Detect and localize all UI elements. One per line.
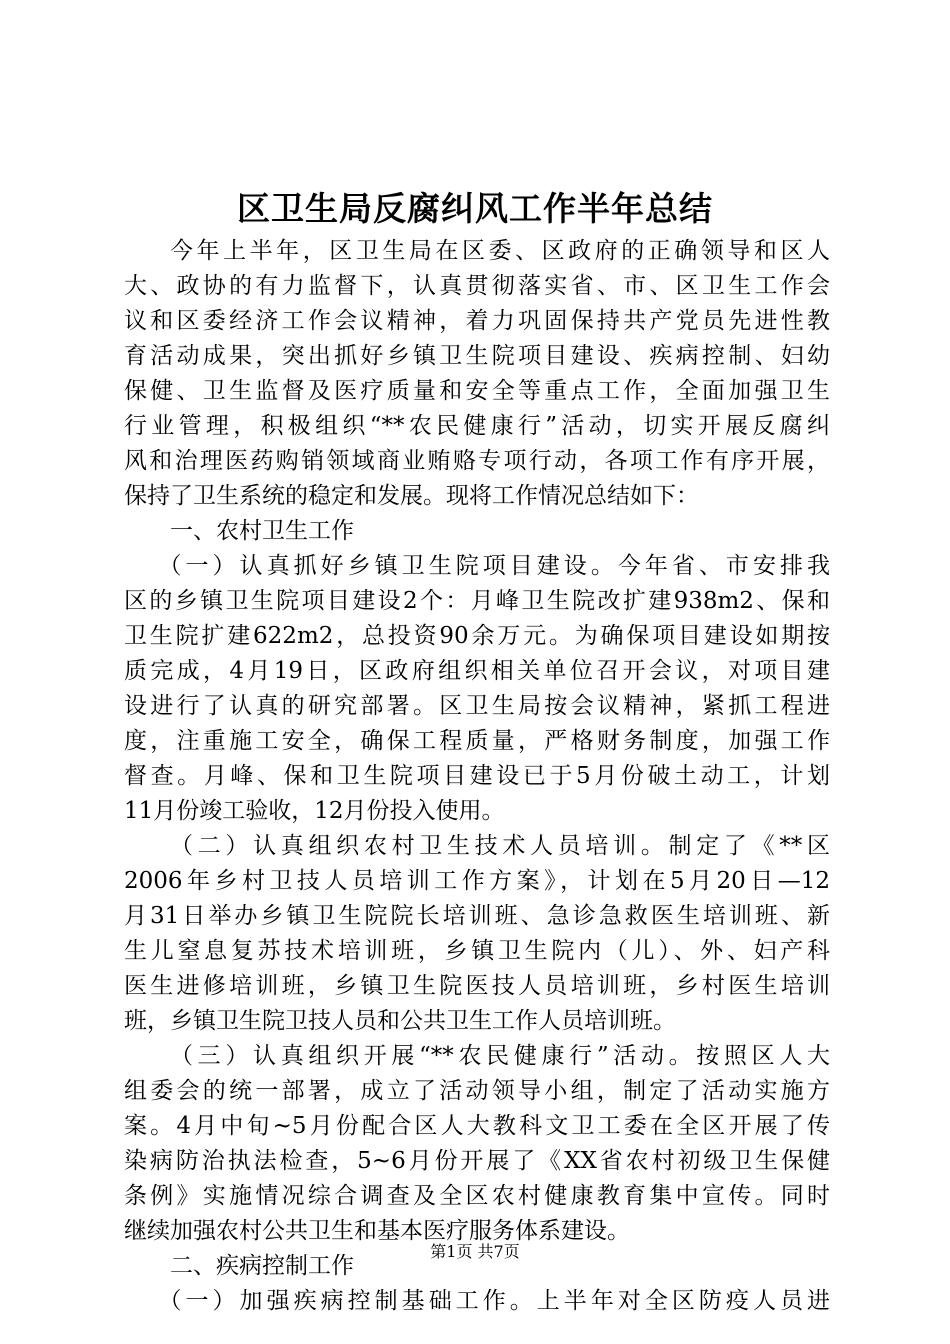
text-line: 2006年乡村卫技人员培训工作方案》，计划在5月20日—12: [124, 868, 830, 894]
text-line: 设进行了认真的研究部署。区卫生局按会议精神，紧抓工程进: [124, 693, 830, 719]
text-line: 染病防治执法检查，5~6月份开展了《XX省农村初级卫生保健: [124, 1148, 830, 1174]
text-line: 医生进修培训班，乡镇卫生院医技人员培训班，乡村医生培训: [124, 973, 830, 999]
text-line: 继续加强农村公共卫生和基本医疗服务体系建设。: [124, 1218, 630, 1244]
text-line: 度，注重施工安全，确保工程质量，严格财务制度，加强工作: [124, 728, 830, 754]
text-line: 风和治理医药购销领域商业贿赂专项行动，各项工作有序开展，: [124, 448, 830, 474]
text-line: 保持了卫生系统的稳定和发展。现将工作情况总结如下：: [124, 483, 699, 509]
text-line: 督查。月峰、保和卫生院项目建设已于5月份破土动工，计划: [124, 763, 830, 789]
text-line: 今年上半年，区卫生局在区委、区政府的正确领导和区人: [170, 238, 830, 264]
text-line: 班，乡镇卫生院卫技人员和公共卫生工作人员培训班。: [124, 1008, 676, 1034]
text-line: 组委会的统一部署，成立了活动领导小组，制定了活动实施方: [124, 1078, 830, 1104]
document-title: 区卫生局反腐纠风工作半年总结: [237, 189, 713, 228]
text-line: 生儿窒息复苏技术培训班，乡镇卫生院内（儿）、外、妇产科: [124, 938, 830, 964]
text-line: 质完成，4月19日，区政府组织相关单位召开会议，对项目建: [124, 658, 830, 684]
text-line: 案。4月中旬~5月份配合区人大教科文卫工委在全区开展了传: [124, 1113, 830, 1139]
page-footer: 第1页 共7页: [430, 1242, 520, 1261]
text-line: 议和区委经济工作会议精神，着力巩固保持共产党员先进性教: [124, 308, 830, 334]
text-line: 育活动成果，突出抓好乡镇卫生院项目建设、疾病控制、妇幼: [124, 343, 830, 369]
document-body: [124, 234, 830, 1319]
text-line: （三）认真组织开展“**农民健康行”活动。按照区人大: [170, 1043, 830, 1069]
text-line: 月31日举办乡镇卫生院院长培训班、急诊急救医生培训班、新: [124, 903, 830, 929]
text-line: 保健、卫生监督及医疗质量和安全等重点工作，全面加强卫生: [124, 378, 830, 404]
text-line: 条例》实施情况综合调查及全区农村健康教育集中宣传。同时: [124, 1183, 830, 1209]
text-line: 卫生院扩建622m2，总投资90余万元。为确保项目建设如期按: [124, 623, 830, 649]
text-line: 区的乡镇卫生院项目建设2个：月峰卫生院改扩建938m2、保和: [124, 588, 830, 614]
text-line: 大、政协的有力监督下，认真贯彻落实省、市、区卫生工作会: [124, 273, 830, 299]
text-line: 行业管理，积极组织“**农民健康行”活动，切实开展反腐纠: [124, 413, 830, 439]
text-line: （二）认真组织农村卫生技术人员培训。制定了《**区: [170, 833, 830, 859]
text-line: 二、疾病控制工作: [170, 1253, 354, 1279]
text-line: （一）加强疾病控制基础工作。上半年对全区防疫人员进: [158, 1288, 830, 1314]
text-line: 11月份竣工验收，12月份投入使用。: [124, 798, 505, 824]
text-line: 一、农村卫生工作: [170, 518, 354, 544]
text-line: （一）认真抓好乡镇卫生院项目建设。今年省、市安排我: [158, 553, 830, 579]
